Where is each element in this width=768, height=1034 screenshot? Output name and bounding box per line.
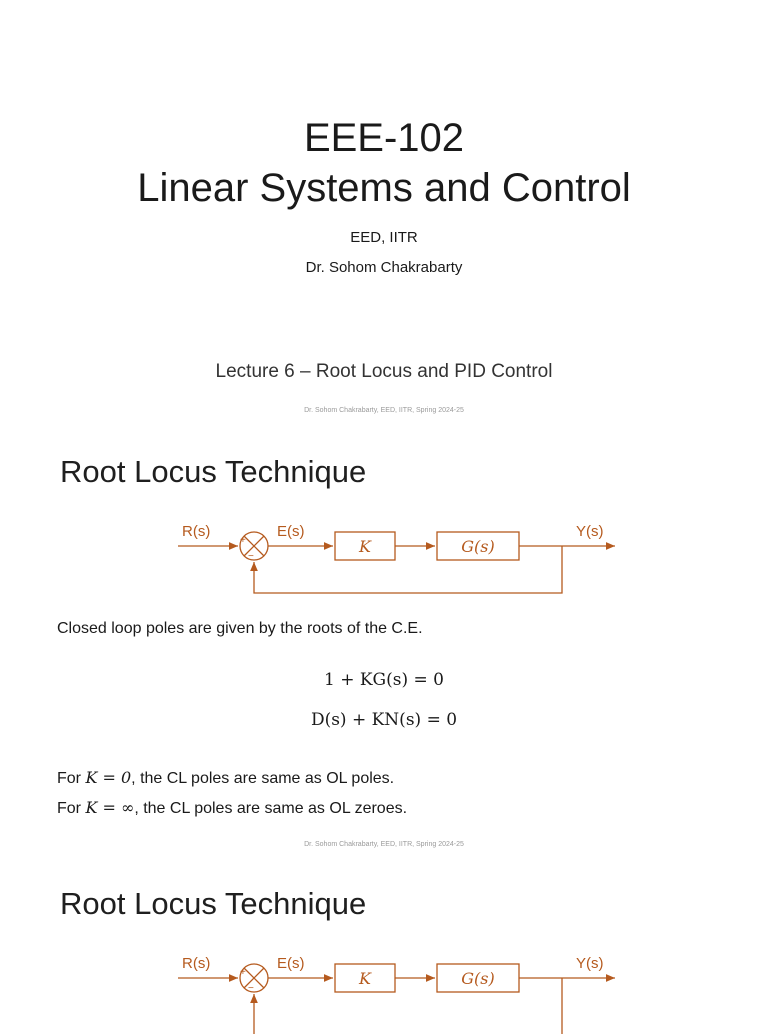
k-infinity-statement: For K = ∞, the CL poles are same as OL zeroes. xyxy=(57,798,408,817)
slide-heading: Root Locus Technique xyxy=(60,886,367,921)
course-title: Linear Systems and Control xyxy=(137,166,631,210)
input-label: R(s) xyxy=(182,523,211,540)
intro-text: Closed loop poles are given by the roots of the C.E. xyxy=(57,620,423,637)
error-label: E(s) xyxy=(277,955,305,972)
plus-sign: + xyxy=(240,967,246,978)
k-zero-statement: For K = 0, the CL poles are same as OL poles. xyxy=(57,768,395,787)
course-code: EEE-102 xyxy=(303,116,465,160)
output-label: Y(s) xyxy=(576,955,604,972)
block-diagram xyxy=(0,510,768,600)
input-label: R(s) xyxy=(182,955,211,972)
plant-block-label: G(s) xyxy=(461,969,495,988)
department: EED, IITR xyxy=(350,229,418,246)
feedback-path xyxy=(254,546,562,593)
instructor: Dr. Sohom Chakrabarty xyxy=(305,259,463,276)
equation-2: D(s) + KN(s) = 0 xyxy=(310,710,458,730)
output-label: Y(s) xyxy=(576,523,604,540)
minus-sign: − xyxy=(248,983,254,994)
gain-block-label: K xyxy=(359,537,371,556)
block-diagram xyxy=(0,944,768,1034)
plus-sign: + xyxy=(240,535,246,546)
plant-block-label: G(s) xyxy=(461,537,495,556)
equation-1: 1 + KG(s) = 0 xyxy=(323,670,444,690)
slide-heading: Root Locus Technique xyxy=(60,454,367,489)
gain-block-label: K xyxy=(359,969,371,988)
minus-sign: − xyxy=(248,551,254,562)
slide-footer: Dr. Sohom Chakrabarty, EED, IITR, Spring 2024-25 xyxy=(304,407,464,414)
lecture-title: Lecture 6 – Root Locus and PID Control xyxy=(215,361,553,382)
slide-footer: Dr. Sohom Chakrabarty, EED, IITR, Spring 2024-25 xyxy=(304,841,464,848)
k-infinity-math: K = ∞ xyxy=(85,798,135,817)
error-label: E(s) xyxy=(277,523,305,540)
k-zero-math: K = 0 xyxy=(85,768,132,787)
